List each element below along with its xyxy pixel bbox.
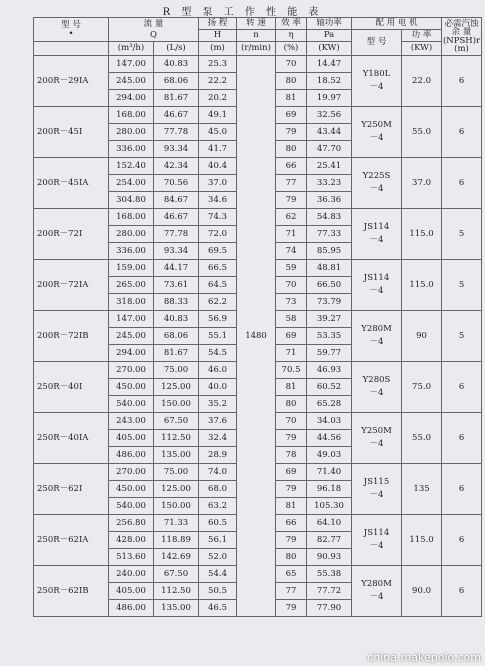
cell-npsh: 6 xyxy=(442,56,482,107)
cell-efficiency: 81 xyxy=(276,90,307,107)
cell-shaft-power: 105.30 xyxy=(307,498,352,515)
cell-efficiency: 69 xyxy=(276,328,307,345)
cell-head: 45.0 xyxy=(199,124,237,141)
cell-shaft-power: 44.56 xyxy=(307,430,352,447)
cell-head: 54.4 xyxy=(199,566,237,583)
cell-flow-ls: 84.67 xyxy=(154,192,199,209)
cell-flow-m3h: 254.00 xyxy=(109,175,154,192)
cell-flow-ls: 67.50 xyxy=(154,566,199,583)
cell-flow-m3h: 245.00 xyxy=(109,328,154,345)
cell-flow-ls: 81.67 xyxy=(154,345,199,362)
cell-shaft-power: 66.50 xyxy=(307,277,352,294)
cell-flow-m3h: 318.00 xyxy=(109,294,154,311)
cell-head: 46.5 xyxy=(199,600,237,617)
cell-head: 50.5 xyxy=(199,583,237,600)
cell-npsh: 6 xyxy=(442,566,482,617)
cell-flow-m3h: 245.00 xyxy=(109,73,154,90)
cell-head: 32.4 xyxy=(199,430,237,447)
header-model: 型 号 • xyxy=(34,18,109,42)
cell-head: 69.5 xyxy=(199,243,237,260)
cell-flow-ls: 75.00 xyxy=(154,464,199,481)
cell-efficiency: 81 xyxy=(276,498,307,515)
cell-efficiency: 80 xyxy=(276,73,307,90)
cell-efficiency: 70 xyxy=(276,277,307,294)
table-body xyxy=(34,56,482,617)
cell-flow-ls: 93.34 xyxy=(154,141,199,158)
cell-flow-ls: 70.56 xyxy=(154,175,199,192)
cell-shaft-power: 59.77 xyxy=(307,345,352,362)
cell-flow-ls: 42.34 xyxy=(154,158,199,175)
cell-motor-power: 115.0 xyxy=(402,209,442,260)
cell-shaft-power: 77.72 xyxy=(307,583,352,600)
cell-efficiency: 62 xyxy=(276,209,307,226)
cell-shaft-power: 90.93 xyxy=(307,549,352,566)
cell-motor-model: JS115 －4 xyxy=(352,464,402,515)
header-shaft-sym: Pa xyxy=(307,30,352,42)
table-row xyxy=(34,56,482,73)
header-eff: 效 率 xyxy=(276,18,307,30)
cell-motor-power: 90 xyxy=(402,311,442,362)
cell-shaft-power: 48.81 xyxy=(307,260,352,277)
cell-head: 66.5 xyxy=(199,260,237,277)
cell-flow-m3h: 280.00 xyxy=(109,124,154,141)
cell-flow-m3h: 540.00 xyxy=(109,396,154,413)
cell-model: 250R－40I xyxy=(34,362,109,413)
cell-flow-ls: 150.00 xyxy=(154,396,199,413)
cell-shaft-power: 82.77 xyxy=(307,532,352,549)
cell-flow-m3h: 450.00 xyxy=(109,481,154,498)
cell-efficiency: 71 xyxy=(276,226,307,243)
cell-head: 40.0 xyxy=(199,379,237,396)
cell-motor-power: 75.0 xyxy=(402,362,442,413)
cell-efficiency: 70 xyxy=(276,56,307,73)
cell-head: 28.9 xyxy=(199,447,237,464)
cell-head: 62.2 xyxy=(199,294,237,311)
cell-shaft-power: 53.35 xyxy=(307,328,352,345)
header-head-sym: H xyxy=(199,30,237,42)
cell-head: 37.6 xyxy=(199,413,237,430)
header-motor: 配 用 电 机 xyxy=(352,18,442,30)
cell-head: 25.3 xyxy=(199,56,237,73)
cell-efficiency: 77 xyxy=(276,583,307,600)
cell-flow-ls: 112.50 xyxy=(154,430,199,447)
header-flow: 流 量 xyxy=(109,18,199,30)
cell-efficiency: 77 xyxy=(276,175,307,192)
cell-flow-ls: 142.69 xyxy=(154,549,199,566)
cell-flow-ls: 68.06 xyxy=(154,328,199,345)
cell-flow-m3h: 270.00 xyxy=(109,362,154,379)
cell-efficiency: 78 xyxy=(276,447,307,464)
header-eff-unit: (%) xyxy=(276,42,307,56)
cell-head: 56.1 xyxy=(199,532,237,549)
cell-motor-power: 22.0 xyxy=(402,56,442,107)
cell-motor-model: Y250M －4 xyxy=(352,413,402,464)
cell-motor-model: Y280M －4 xyxy=(352,566,402,617)
cell-shaft-power: 77.33 xyxy=(307,226,352,243)
cell-efficiency: 79 xyxy=(276,124,307,141)
cell-npsh: 5 xyxy=(442,311,482,362)
cell-flow-m3h: 336.00 xyxy=(109,141,154,158)
cell-efficiency: 79 xyxy=(276,192,307,209)
cell-flow-m3h: 240.00 xyxy=(109,566,154,583)
cell-flow-ls: 73.61 xyxy=(154,277,199,294)
cell-head: 74.3 xyxy=(199,209,237,226)
cell-efficiency: 70.5 xyxy=(276,362,307,379)
cell-flow-m3h: 336.00 xyxy=(109,243,154,260)
cell-flow-ls: 46.67 xyxy=(154,209,199,226)
header-shaft-unit: (KW) xyxy=(307,42,352,56)
cell-flow-m3h: 152.40 xyxy=(109,158,154,175)
cell-model: 250R－62I xyxy=(34,464,109,515)
cell-flow-ls: 93.34 xyxy=(154,243,199,260)
cell-head: 55.1 xyxy=(199,328,237,345)
header-eff-sym: η xyxy=(276,30,307,42)
cell-head: 64.5 xyxy=(199,277,237,294)
cell-shaft-power: 33.23 xyxy=(307,175,352,192)
cell-flow-ls: 125.00 xyxy=(154,481,199,498)
cell-head: 35.2 xyxy=(199,396,237,413)
watermark: china.makepolo.com xyxy=(367,651,481,664)
cell-head: 74.0 xyxy=(199,464,237,481)
cell-motor-model: Y225S －4 xyxy=(352,158,402,209)
header-speed: 转 速 xyxy=(237,18,276,30)
cell-flow-ls: 71.33 xyxy=(154,515,199,532)
cell-head: 72.0 xyxy=(199,226,237,243)
cell-efficiency: 69 xyxy=(276,464,307,481)
cell-flow-m3h: 294.00 xyxy=(109,345,154,362)
cell-efficiency: 79 xyxy=(276,532,307,549)
cell-model: 200R－72IA xyxy=(34,260,109,311)
cell-flow-ls: 112.50 xyxy=(154,583,199,600)
cell-flow-m3h: 270.00 xyxy=(109,464,154,481)
cell-efficiency: 66 xyxy=(276,515,307,532)
cell-shaft-power: 46.93 xyxy=(307,362,352,379)
cell-shaft-power: 71.40 xyxy=(307,464,352,481)
cell-motor-power: 37.0 xyxy=(402,158,442,209)
cell-motor-model: Y280M －4 xyxy=(352,311,402,362)
cell-motor-model: JS114 －4 xyxy=(352,515,402,566)
cell-flow-ls: 118.89 xyxy=(154,532,199,549)
cell-head: 46.0 xyxy=(199,362,237,379)
cell-flow-m3h: 513.60 xyxy=(109,549,154,566)
cell-flow-m3h: 486.00 xyxy=(109,447,154,464)
cell-shaft-power: 73.79 xyxy=(307,294,352,311)
cell-flow-ls: 125.00 xyxy=(154,379,199,396)
cell-flow-ls: 88.33 xyxy=(154,294,199,311)
cell-flow-m3h: 147.00 xyxy=(109,56,154,73)
cell-flow-ls: 46.67 xyxy=(154,107,199,124)
cell-model: 250R－62IB xyxy=(34,566,109,617)
cell-efficiency: 70 xyxy=(276,413,307,430)
cell-head: 60.5 xyxy=(199,515,237,532)
cell-shaft-power: 32.56 xyxy=(307,107,352,124)
cell-model: 200R－45IA xyxy=(34,158,109,209)
cell-shaft-power: 55.38 xyxy=(307,566,352,583)
cell-speed: 1480 xyxy=(237,56,276,617)
cell-flow-m3h: 147.00 xyxy=(109,311,154,328)
cell-head: 20.2 xyxy=(199,90,237,107)
cell-efficiency: 73 xyxy=(276,294,307,311)
cell-flow-m3h: 243.00 xyxy=(109,413,154,430)
cell-head: 34.6 xyxy=(199,192,237,209)
header-flow-q: Q xyxy=(109,30,199,42)
cell-flow-m3h: 294.00 xyxy=(109,90,154,107)
cell-npsh: 6 xyxy=(442,515,482,566)
cell-shaft-power: 43.44 xyxy=(307,124,352,141)
cell-shaft-power: 54.83 xyxy=(307,209,352,226)
cell-efficiency: 59 xyxy=(276,260,307,277)
cell-efficiency: 80 xyxy=(276,549,307,566)
cell-npsh: 6 xyxy=(442,413,482,464)
cell-efficiency: 74 xyxy=(276,243,307,260)
cell-model: 250R－40IA xyxy=(34,413,109,464)
cell-shaft-power: 77.90 xyxy=(307,600,352,617)
cell-efficiency: 80 xyxy=(276,141,307,158)
cell-flow-ls: 44.17 xyxy=(154,260,199,277)
cell-shaft-power: 96.18 xyxy=(307,481,352,498)
cell-npsh: 5 xyxy=(442,209,482,260)
performance-table xyxy=(33,17,482,617)
cell-motor-model: JS114 －4 xyxy=(352,260,402,311)
cell-model: 200R－29IA xyxy=(34,56,109,107)
cell-flow-ls: 40.83 xyxy=(154,56,199,73)
header-blank xyxy=(34,42,109,56)
header-head: 扬 程 xyxy=(199,18,237,30)
cell-npsh: 6 xyxy=(442,464,482,515)
cell-shaft-power: 65.28 xyxy=(307,396,352,413)
cell-efficiency: 79 xyxy=(276,430,307,447)
cell-motor-power: 115.0 xyxy=(402,260,442,311)
header-head-unit: (m) xyxy=(199,42,237,56)
page-title: R 型 泵 工 作 性 能 表 xyxy=(162,7,323,18)
header-flow-unit2: (L/s) xyxy=(154,42,199,56)
cell-flow-m3h: 256.80 xyxy=(109,515,154,532)
cell-flow-m3h: 405.00 xyxy=(109,430,154,447)
cell-flow-m3h: 486.00 xyxy=(109,600,154,617)
cell-shaft-power: 34.03 xyxy=(307,413,352,430)
cell-motor-power: 55.0 xyxy=(402,107,442,158)
cell-flow-ls: 77.78 xyxy=(154,226,199,243)
header-flow-unit1: (m³/h) xyxy=(109,42,154,56)
cell-shaft-power: 85.95 xyxy=(307,243,352,260)
cell-head: 37.0 xyxy=(199,175,237,192)
header-npsh: 必需汽蚀 余 量 (NPSH)r (m) xyxy=(442,18,481,54)
cell-efficiency: 71 xyxy=(276,345,307,362)
cell-flow-ls: 67.50 xyxy=(154,413,199,430)
cell-efficiency: 79 xyxy=(276,600,307,617)
cell-flow-m3h: 168.00 xyxy=(109,209,154,226)
table-header xyxy=(34,18,482,56)
cell-efficiency: 80 xyxy=(276,396,307,413)
cell-head: 49.1 xyxy=(199,107,237,124)
cell-head: 68.0 xyxy=(199,481,237,498)
cell-efficiency: 69 xyxy=(276,107,307,124)
cell-motor-model: Y180L －4 xyxy=(352,56,402,107)
cell-npsh: 6 xyxy=(442,158,482,209)
cell-shaft-power: 64.10 xyxy=(307,515,352,532)
header-motor-power-unit: (KW) xyxy=(402,42,442,56)
cell-head: 40.4 xyxy=(199,158,237,175)
cell-efficiency: 66 xyxy=(276,158,307,175)
cell-flow-ls: 81.67 xyxy=(154,90,199,107)
cell-head: 22.2 xyxy=(199,73,237,90)
cell-model: 200R－45I xyxy=(34,107,109,158)
cell-motor-model: JS114 －4 xyxy=(352,209,402,260)
cell-motor-model: Y280S －4 xyxy=(352,362,402,413)
cell-motor-power: 135 xyxy=(402,464,442,515)
cell-flow-ls: 150.00 xyxy=(154,498,199,515)
cell-flow-m3h: 540.00 xyxy=(109,498,154,515)
cell-flow-m3h: 265.00 xyxy=(109,277,154,294)
cell-head: 41.7 xyxy=(199,141,237,158)
cell-model: 200R－72I xyxy=(34,209,109,260)
cell-model: 200R－72IB xyxy=(34,311,109,362)
cell-motor-power: 115.0 xyxy=(402,515,442,566)
cell-model: 250R－62IA xyxy=(34,515,109,566)
cell-efficiency: 65 xyxy=(276,566,307,583)
cell-shaft-power: 49.03 xyxy=(307,447,352,464)
cell-shaft-power: 19.97 xyxy=(307,90,352,107)
cell-efficiency: 79 xyxy=(276,481,307,498)
cell-shaft-power: 14.47 xyxy=(307,56,352,73)
header-motor-power: 功 率 xyxy=(402,30,442,42)
cell-motor-power: 90.0 xyxy=(402,566,442,617)
cell-efficiency: 58 xyxy=(276,311,307,328)
cell-head: 56.9 xyxy=(199,311,237,328)
cell-flow-m3h: 450.00 xyxy=(109,379,154,396)
cell-npsh: 5 xyxy=(442,260,482,311)
cell-flow-ls: 75.00 xyxy=(154,362,199,379)
cell-head: 54.5 xyxy=(199,345,237,362)
cell-efficiency: 81 xyxy=(276,379,307,396)
cell-flow-ls: 135.00 xyxy=(154,600,199,617)
cell-shaft-power: 25.41 xyxy=(307,158,352,175)
cell-flow-m3h: 159.00 xyxy=(109,260,154,277)
header-speed-unit: (r/min) xyxy=(237,42,276,56)
cell-flow-m3h: 304.80 xyxy=(109,192,154,209)
cell-flow-ls: 40.83 xyxy=(154,311,199,328)
cell-shaft-power: 39.27 xyxy=(307,311,352,328)
cell-head: 63.2 xyxy=(199,498,237,515)
cell-motor-model: Y250M －4 xyxy=(352,107,402,158)
cell-shaft-power: 60.52 xyxy=(307,379,352,396)
cell-head: 52.0 xyxy=(199,549,237,566)
cell-flow-m3h: 280.00 xyxy=(109,226,154,243)
cell-flow-ls: 135.00 xyxy=(154,447,199,464)
cell-flow-m3h: 168.00 xyxy=(109,107,154,124)
cell-flow-ls: 68.06 xyxy=(154,73,199,90)
cell-shaft-power: 47.70 xyxy=(307,141,352,158)
cell-shaft-power: 36.36 xyxy=(307,192,352,209)
header-speed-sym: n xyxy=(237,30,276,42)
cell-flow-m3h: 428.00 xyxy=(109,532,154,549)
cell-motor-power: 55.0 xyxy=(402,413,442,464)
cell-npsh: 6 xyxy=(442,107,482,158)
cell-flow-m3h: 405.00 xyxy=(109,583,154,600)
header-motor-model: 型 号 xyxy=(352,30,402,56)
header-shaft: 轴功率 xyxy=(307,18,352,30)
cell-flow-ls: 77.78 xyxy=(154,124,199,141)
cell-npsh: 6 xyxy=(442,362,482,413)
cell-shaft-power: 18.52 xyxy=(307,73,352,90)
